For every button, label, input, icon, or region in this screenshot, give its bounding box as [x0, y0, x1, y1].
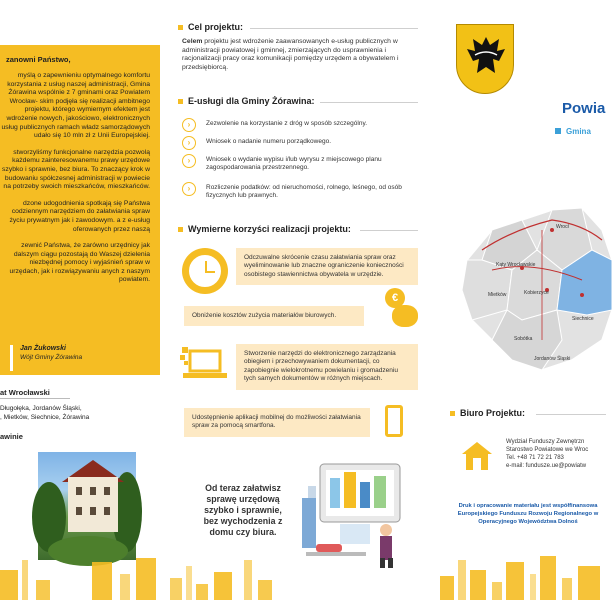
welcome-paragraph: zewnić Państwa, że zarówno urzędnicy jak dalszym ciągu pozostają do Waszej dzielenia niezbędnej pomocy i wyjaśnień spraw w urzędach, jak i rozwiązywaniu anych z naszym powiatem. [9, 242, 150, 284]
benefits-heading: Wymierne korzyści realizacji projektu: [178, 224, 351, 234]
decorative-bars [0, 555, 600, 600]
benefit-item: Udostępnienie aplikacji mobilnej do możliwości załatwiania spraw za pomocą smartfona. [184, 408, 370, 437]
building-photo [38, 452, 136, 560]
svg-text:Wrocł: Wrocł [556, 224, 569, 230]
gmina-title: awinie [0, 432, 23, 441]
office-email[interactable]: e-mail: fundusze.ue@powiatw [506, 463, 587, 469]
county-title: Powia [562, 100, 606, 117]
divider [250, 28, 418, 29]
benefit-item: Stworzenie narzędzi do elektronicznego zarządzania obiegiem i przechowywaniem dokumentacji, co zapobiegnie wielokrotnemu powielaniu i gromadzeniu tych samych dokumentów w różnych miejscach. [236, 344, 418, 390]
goal-heading: Cel projektu: [178, 22, 243, 32]
county-map [452, 190, 612, 380]
services-heading: E-usługi dla Gminy Żórawina: [178, 96, 315, 106]
welcome-paragraph: myślą o zapewnieniu optymalnego komfortu korzystania z usług naszej administracji, Gmina Żórawina wspólnie z 7 gminami oraz Powiatem Wrocław- skim podjęła się realizacji ambitnego projektu, którego wymiernym efektem jest wdrożenie nowych, jakościowo, elektronicznych usług publicznych ramach władz samorządowych udało się 10 mln zł z Unii Europejskiej. [1, 72, 150, 140]
svg-text:Siechnice: Siechnice [572, 316, 594, 322]
divider [320, 102, 418, 103]
goal-text: Celem projektu jest wdrożenie zaawansowanych e-usług publicznych w administracji powiatowej i gminnej, zmierzających do usprawnienia i racjonalizacji pracy oraz komunikacji pomiędzy urzędem a obywatelem i przedsiębiorcą. [182, 38, 399, 71]
welcome-paragraph: stworzyliśmy funkcjonalne narzędzia pozwolą każdemu zainteresowanemu prawy urzędowe szybko i sprawnie, bez biura. To znaczący krok w budowaniu spółczesnej administracji w powiecie na potrzeby swoich mieszkańców, mieszkańców. [2, 148, 150, 191]
funding-note: Druk i opracowanie materiału jest współfinansowa Europejskiego Funduszu Rozwoju Regionalnego w Operacyjnego Województwa Dolnoś [457, 503, 599, 525]
signature [10, 345, 150, 361]
clock-icon [182, 248, 228, 294]
district-line: , Mietków, Siechnice, Żórawina [0, 414, 90, 421]
signature-name: Jan Żukowski [20, 345, 66, 352]
svg-text:Sobótka: Sobótka [514, 336, 533, 342]
district-line: Długołęka, Jordanów Śląski, [0, 405, 82, 412]
district-title: at Wrocławski [0, 388, 50, 397]
welcome-paragraph: dzone udogodnienia spotkają się Państwa codziennym narzędziem do załatwiania spraw życiu prywatnym jak i zawodowym. a z e-usług oferowanych przez naszą [9, 199, 150, 233]
city-illustration [300, 458, 410, 570]
divider [360, 230, 418, 231]
service-item: › Rozliczenie podatków: od nieruchomości, rolnego, leśnego, od osób fizycznych lub prawnych. [182, 182, 422, 201]
svg-text:Kąty Wrocławskie: Kąty Wrocławskie [496, 262, 536, 268]
divider [0, 398, 70, 399]
piggy-bank-icon [392, 305, 418, 327]
svg-text:Mietków: Mietków [488, 292, 507, 298]
chevron-right-icon: › [182, 154, 196, 168]
greeting: zanowni Państwo, [6, 55, 71, 64]
right-panel [440, 0, 606, 600]
smartphone-icon [385, 405, 403, 437]
middle-panel [170, 0, 420, 600]
welcome-text [0, 72, 150, 285]
coin-icon: € [385, 288, 405, 308]
benefit-item: Obniżenie kosztów zużycia materiałów biurowych. [184, 306, 364, 326]
chevron-right-icon: › [182, 136, 196, 150]
coat-of-arms-icon [456, 24, 514, 94]
office-address: Wydział Funduszy Zewnętrzn Starostwo Powiatowe we Wroc Tel. +48 71 72 21 783 e-mail: fundusze.ue@powiatw [506, 439, 589, 469]
chevron-right-icon: › [182, 182, 196, 196]
welcome-box [0, 45, 160, 375]
office-heading: Biuro Projektu: [450, 408, 525, 418]
laptop-icon [180, 345, 230, 385]
service-item: › Zezwolenie na korzystanie z dróg w sposób szczególny. [182, 118, 422, 132]
svg-text:Jordanów Śląski: Jordanów Śląski [534, 356, 571, 362]
service-item: › Wniosek o wydanie wypisu i/lub wyrysu z miejscowego planu zagospodarowania przestrzennego. [182, 154, 422, 173]
svg-text:Kobierzyce: Kobierzyce [524, 290, 549, 296]
county-subtitle: Gmina [555, 127, 591, 136]
benefit-item: Odczuwalne skrócenie czasu załatwiania spraw oraz wyeliminowanie lub znaczne ograniczenie konieczności osobistego stawiennictwa obywatela w urzędzie. [236, 248, 418, 285]
signature-role: Wójt Gminy Żórawina [20, 354, 83, 361]
house-icon [460, 440, 494, 472]
slogan: Od teraz załatwisz sprawę urzędową szybko i sprawnie, bez wychodzenia z domu czy biura. [203, 483, 283, 537]
service-item: › Wniosek o nadanie numeru porządkowego. [182, 136, 422, 150]
district-list [0, 404, 89, 422]
chevron-right-icon: › [182, 118, 196, 132]
left-panel [0, 0, 160, 600]
divider [536, 414, 606, 415]
